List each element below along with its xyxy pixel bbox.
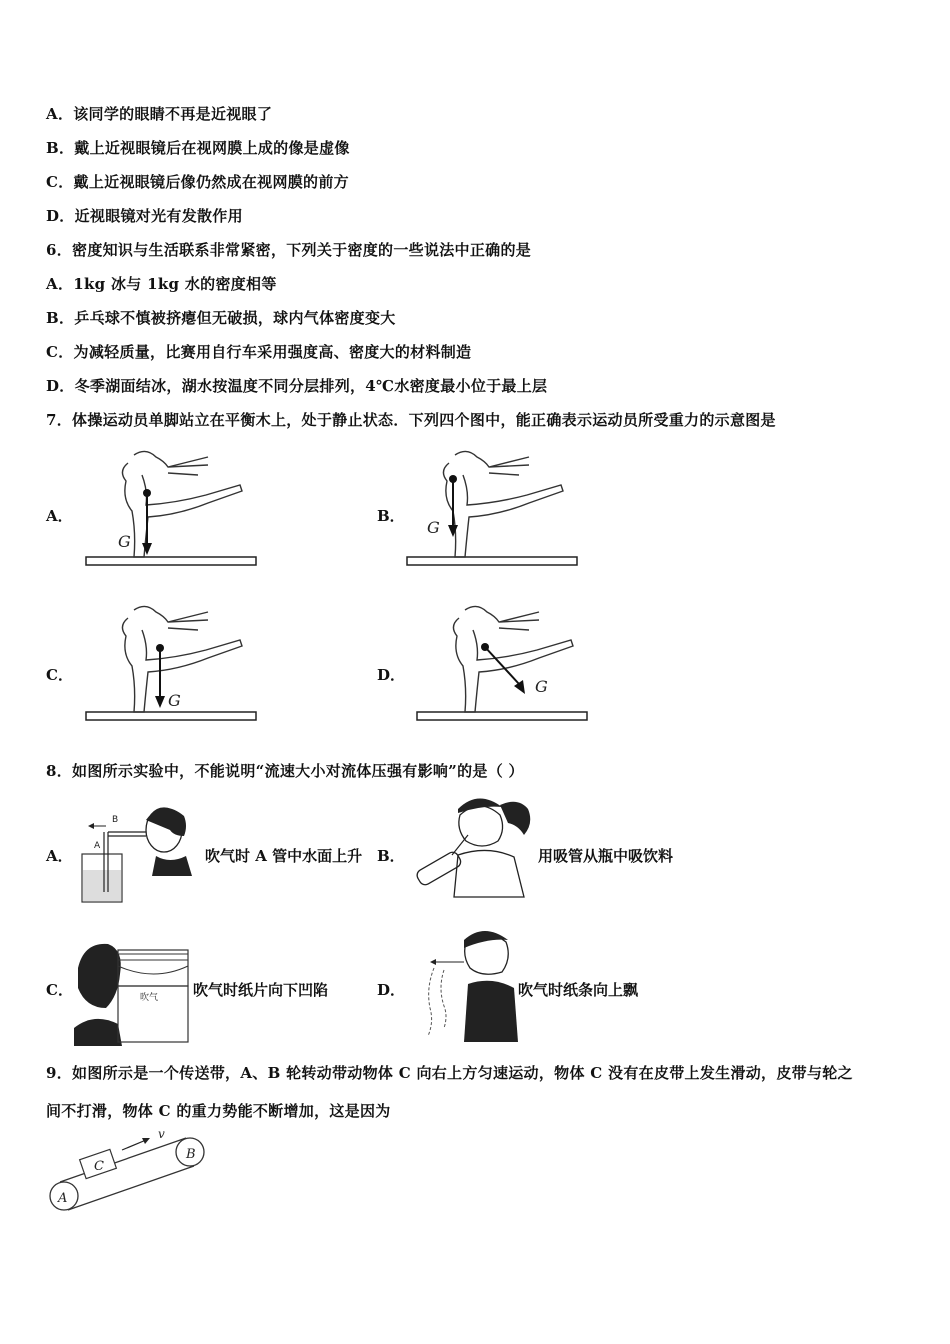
- q8-label-c: C．: [46, 981, 73, 999]
- q6-option-c: C．为减轻质量，比赛用自行车采用强度高、密度大的材料制造: [46, 343, 472, 361]
- q5-option-c: C．戴上近视眼镜后像仍然成在视网膜的前方: [46, 173, 349, 191]
- q6-option-a: A．1kg 冰与 1kg 水的密度相等: [46, 275, 277, 293]
- q8-caption-c: 吹气时纸片向下凹陷: [193, 981, 329, 999]
- tube-b-label: B: [112, 815, 119, 825]
- block-c-label: C: [94, 1159, 104, 1174]
- q7-label-b: B．: [377, 507, 405, 525]
- q6-option-d: D．冬季湖面结冰，湖水按温度不同分层排列，4℃水密度最小位于最上层: [46, 377, 548, 395]
- q8-label-d: D．: [377, 981, 406, 999]
- q8-caption-a: 吹气时 A 管中水面上升: [205, 847, 363, 865]
- q6-stem: 6．密度知识与生活联系非常紧密，下列关于密度的一些说法中正确的是: [46, 241, 532, 259]
- gymnast-figure-c: [84, 600, 264, 725]
- q8-figure-d: [404, 928, 518, 1042]
- gymnast-figure-a: [84, 445, 264, 570]
- q8-stem: 8．如图所示实验中，不能说明“流速大小对流体压强有影响”的是（ ）: [46, 762, 524, 780]
- force-label-d: G: [535, 677, 548, 696]
- q9-stem-line2: 间不打滑，物体 C 的重力势能不断增加，这是因为: [46, 1102, 391, 1120]
- q8-caption-b: 用吸管从瓶中吸饮料: [538, 847, 674, 865]
- tube-a-label: A: [94, 841, 101, 851]
- force-label-b: G: [427, 518, 440, 537]
- q6-option-b: B．乒乓球不慎被挤瘪但无破损，球内气体密度变大: [46, 309, 396, 327]
- q7-label-a: A．: [46, 507, 73, 525]
- q8-caption-d: 吹气时纸条向上飘: [518, 981, 639, 999]
- q8-label-b: B．: [377, 847, 405, 865]
- q8-figure-b: [408, 795, 536, 910]
- wheel-a-label: A: [58, 1191, 68, 1206]
- q8-figure-a: [76, 792, 202, 908]
- fig-c-blow-text: 吹气: [140, 993, 159, 1003]
- gymnast-figure-b: [405, 445, 585, 570]
- q8-figure-c: [72, 938, 192, 1046]
- q9-stem-line1: 9．如图所示是一个传送带，A、B 轮转动带动物体 C 向右上方匀速运动，物体 C 没有在皮带上发生滑动，皮带与轮之: [46, 1064, 853, 1082]
- q7-label-d: D．: [377, 666, 406, 684]
- force-label-a: G: [118, 532, 131, 551]
- q5-option-d: D．近视眼镜对光有发散作用: [46, 207, 243, 225]
- gymnast-figure-d: [415, 600, 595, 725]
- velocity-label: v: [158, 1127, 165, 1141]
- q7-label-c: C．: [46, 666, 73, 684]
- force-label-c: G: [168, 691, 181, 710]
- q5-option-a: A．该同学的眼睛不再是近视眼了: [46, 105, 273, 123]
- conveyor-belt-figure: [46, 1128, 212, 1214]
- wheel-b-label: B: [186, 1147, 196, 1162]
- q8-label-a: A．: [46, 847, 73, 865]
- q7-stem: 7．体操运动员单脚站立在平衡木上，处于静止状态．下列四个图中，能正确表示运动员所受重力的示意图是: [46, 411, 776, 429]
- q5-option-b: B．戴上近视眼镜后在视网膜上成的像是虚像: [46, 139, 350, 157]
